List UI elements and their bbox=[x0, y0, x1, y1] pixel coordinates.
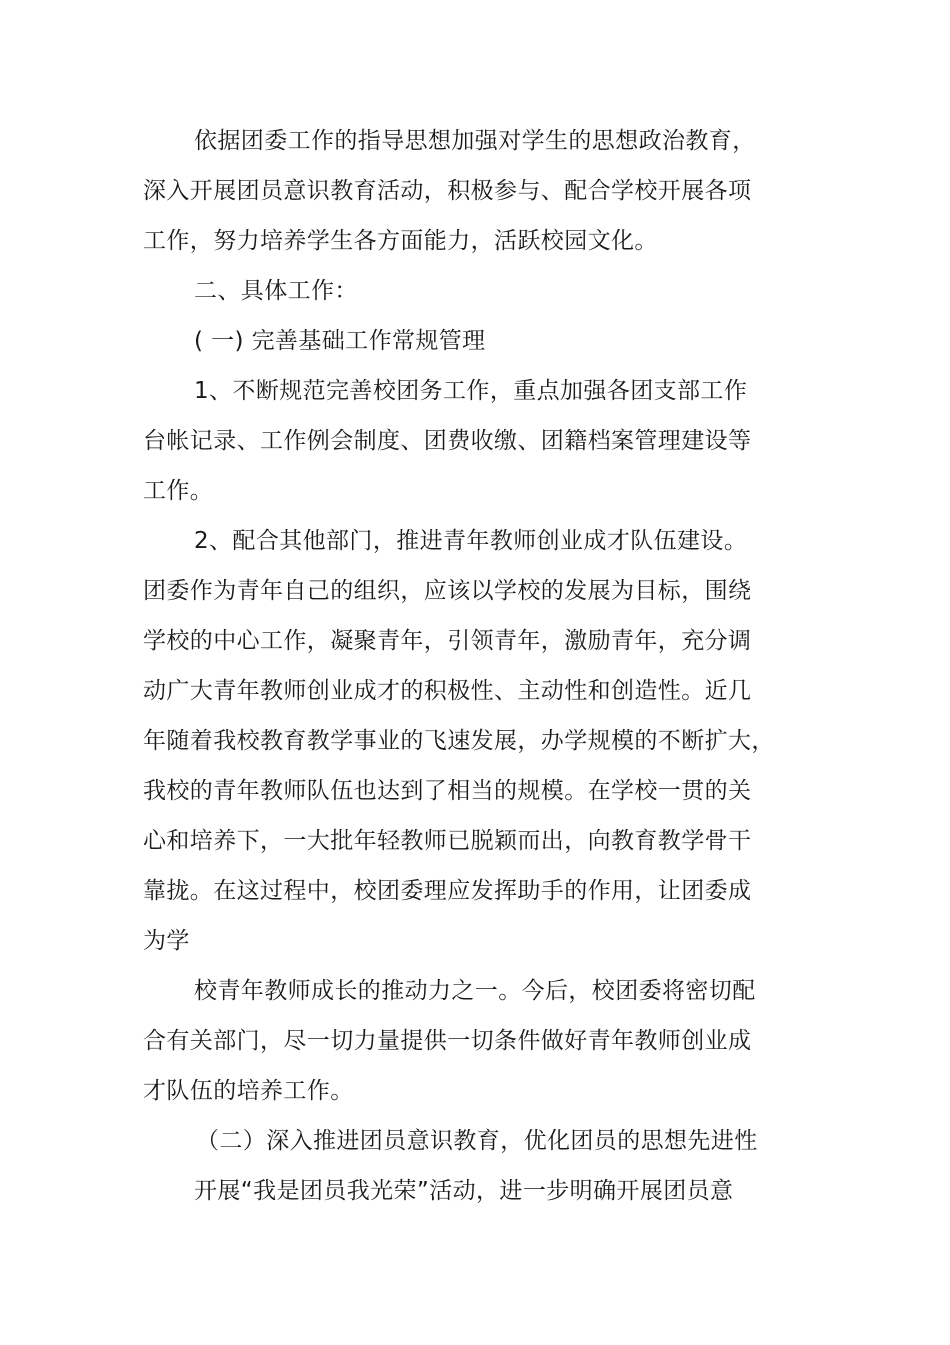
paragraph-line: 工作，努力培养学生各方面能力，活跃校园文化。 bbox=[143, 228, 658, 254]
paragraph-line: 1、不断规范完善校团务工作，重点加强各团支部工作 bbox=[194, 378, 748, 404]
paragraph-line: 动广大青年教师创业成才的积极性、主动性和创造性。近几 bbox=[143, 678, 752, 704]
subsection-heading: ( 一) 完善基础工作常规管理 bbox=[194, 328, 486, 354]
paragraph-line: 靠拢。在这过程中，校团委理应发挥助手的作用，让团委成 bbox=[143, 878, 752, 904]
paragraph-line: 为学 bbox=[143, 928, 190, 954]
paragraph-line: 开展“我是团员我光荣”活动，进一步明确开展团员意 bbox=[194, 1178, 734, 1204]
paragraph-line: 才队伍的培养工作。 bbox=[143, 1078, 354, 1104]
paragraph-line: 依据团委工作的指导思想加强对学生的思想政治教育， bbox=[194, 128, 756, 154]
subsection-heading: （二）深入推进团员意识教育，优化团员的思想先进性 bbox=[196, 1128, 758, 1154]
paragraph-line: 心和培养下，一大批年轻教师已脱颖而出，向教育教学骨干 bbox=[143, 828, 752, 854]
paragraph-line: 我校的青年教师队伍也达到了相当的规模。在学校一贯的关 bbox=[143, 778, 752, 804]
paragraph-line: 台帐记录、工作例会制度、团费收缴、团籍档案管理建设等 bbox=[143, 428, 752, 454]
paragraph-line: 合有关部门，尽一切力量提供一切条件做好青年教师创业成 bbox=[143, 1028, 752, 1054]
paragraph-line: 学校的中心工作，凝聚青年，引领青年，激励青年，充分调 bbox=[143, 628, 752, 654]
paragraph-line: 年随着我校教育教学事业的飞速发展，办学规模的不断扩大， bbox=[143, 728, 775, 754]
paragraph-line: 校青年教师成长的推动力之一。今后，校团委将密切配 bbox=[194, 978, 756, 1004]
paragraph-line: 团委作为青年自己的组织，应该以学校的发展为目标，围绕 bbox=[143, 578, 752, 604]
paragraph-line: 工作。 bbox=[143, 478, 214, 504]
paragraph-line: 深入开展团员意识教育活动，积极参与、配合学校开展各项 bbox=[143, 178, 752, 204]
section-heading: 二、具体工作： bbox=[194, 278, 358, 304]
paragraph-line: 2、配合其他部门，推进青年教师创业成才队伍建设。 bbox=[194, 528, 748, 554]
